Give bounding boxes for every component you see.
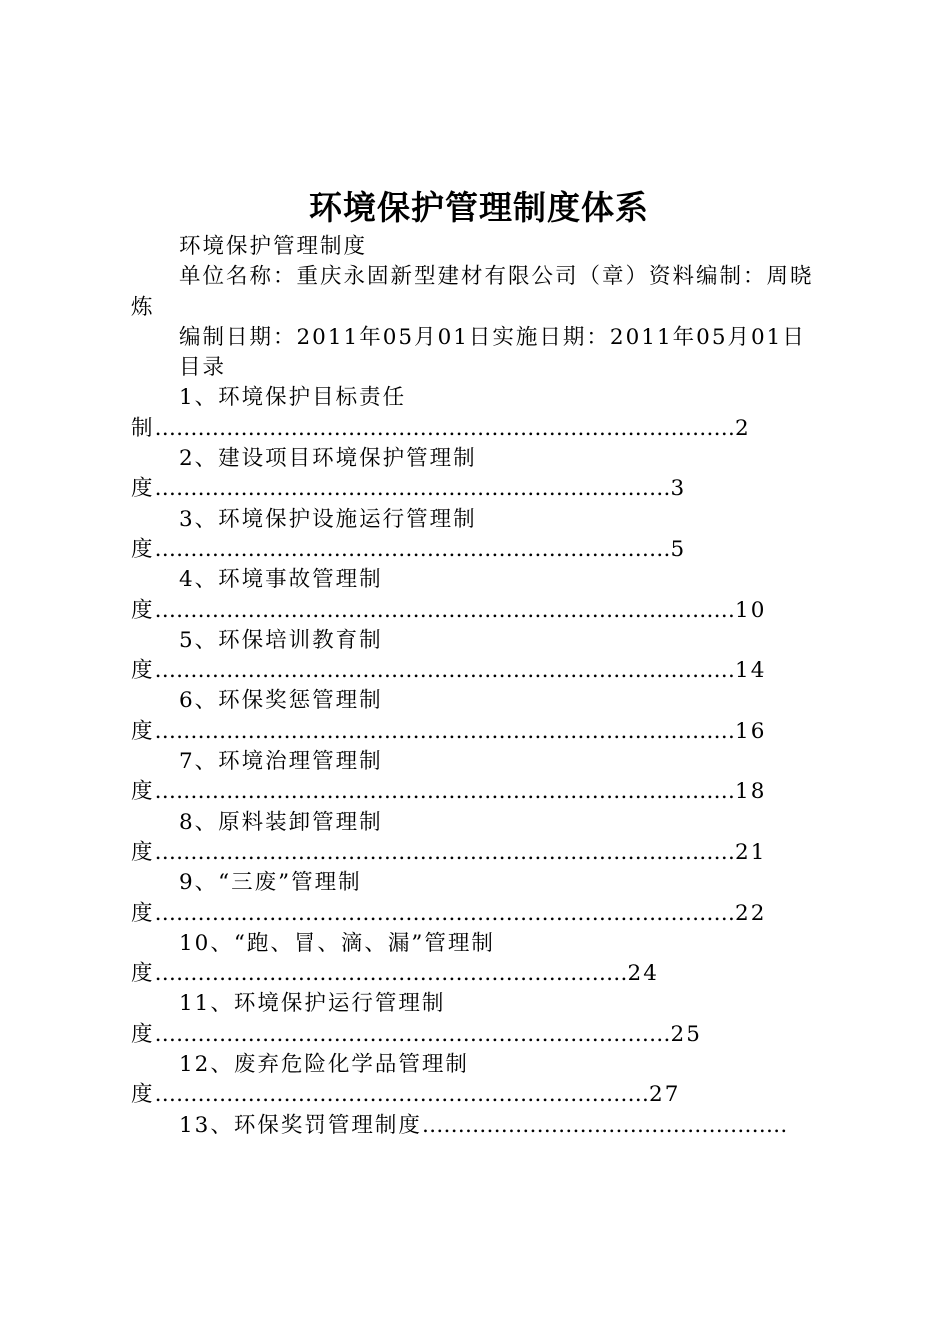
toc-label: 9、“三废”管理制度 — [131, 870, 362, 926]
toc-leader: ……………………………………………………………… — [154, 1021, 671, 1047]
toc-leader: ……………………………………………………………………… — [154, 597, 736, 623]
toc-leader: ……………………………………………………………………… — [154, 658, 736, 684]
toc-leader: ……………………………………………………………………… — [154, 779, 736, 805]
toc-entry — [131, 989, 831, 1050]
toc-entry — [131, 808, 831, 869]
toc-label: 7、环境治理管理制度 — [131, 749, 383, 805]
toc-entry — [131, 1111, 831, 1141]
toc-leader: …………………………………………… — [421, 1112, 788, 1138]
toc-entry — [131, 1050, 831, 1111]
toc-page: 25 — [670, 1021, 702, 1047]
toc-entry — [131, 383, 831, 444]
toc-page: 10 — [735, 597, 767, 623]
document-body — [131, 232, 831, 1141]
toc-label: 12、废弃危险化学品管理制度 — [131, 1052, 469, 1108]
toc-leader: ……………………………………………………………………… — [154, 415, 736, 441]
table-of-contents — [131, 383, 831, 1140]
toc-entry — [131, 747, 831, 808]
toc-page: 27 — [649, 1082, 681, 1108]
toc-label: 13、环保奖罚管理制度 — [179, 1112, 422, 1138]
toc-label: 4、环境事故管理制度 — [131, 567, 383, 623]
toc-leader: …………………………………………………………… — [154, 1082, 650, 1108]
toc-leader: ……………………………………………………………… — [154, 476, 671, 502]
toc-page: 18 — [735, 779, 767, 805]
toc-leader: ……………………………………………………………………… — [154, 900, 736, 926]
date-line: 编制日期：2011年05月01日实施日期：2011年05月01日 — [179, 324, 806, 350]
toc-page: 22 — [735, 900, 767, 926]
toc-label: 8、原料装卸管理制度 — [131, 809, 383, 865]
toc-label: 5、环保培训教育制度 — [131, 627, 383, 684]
toc-page: 21 — [735, 839, 767, 865]
toc-page: 14 — [735, 658, 767, 684]
toc-label: 10、“跑、冒、滴、漏”管理制度 — [131, 930, 495, 987]
toc-label: 6、环保奖惩管理制度 — [131, 688, 383, 744]
subtitle-line: 环境保护管理制度 — [179, 234, 368, 259]
toc-entry — [131, 868, 831, 929]
toc-entry — [131, 686, 831, 747]
unit-line: 单位名称：重庆永固新型建材有限公司（章）资料编制：周晓炼 — [131, 264, 814, 320]
toc-label: 2、建设项目环境保护管理制度 — [131, 446, 477, 502]
toc-entry — [131, 565, 831, 626]
toc-label: 3、环境保护设施运行管理制度 — [131, 506, 477, 562]
toc-leader: ……………………………………………………………………… — [154, 839, 736, 865]
toc-entry — [131, 505, 831, 566]
toc-page: 5 — [670, 536, 687, 562]
toc-entry — [131, 929, 831, 990]
toc-entry — [131, 626, 831, 687]
toc-page: 2 — [735, 415, 751, 441]
toc-page: 24 — [627, 961, 659, 987]
toc-page: 16 — [735, 718, 767, 744]
toc-leader: ……………………………………………………………………… — [154, 718, 736, 744]
toc-page: 3 — [670, 476, 687, 502]
toc-leader: ………………………………………………………… — [154, 961, 628, 987]
toc-label: 1、环境保护目标责任制 — [131, 385, 407, 441]
document-title: 环境保护管理制度体系 — [309, 188, 649, 227]
toc-leader: ……………………………………………………………… — [154, 536, 671, 562]
toc-heading: 目录 — [179, 355, 227, 381]
toc-label: 11、环境保护运行管理制度 — [131, 991, 446, 1047]
toc-entry — [131, 444, 831, 505]
